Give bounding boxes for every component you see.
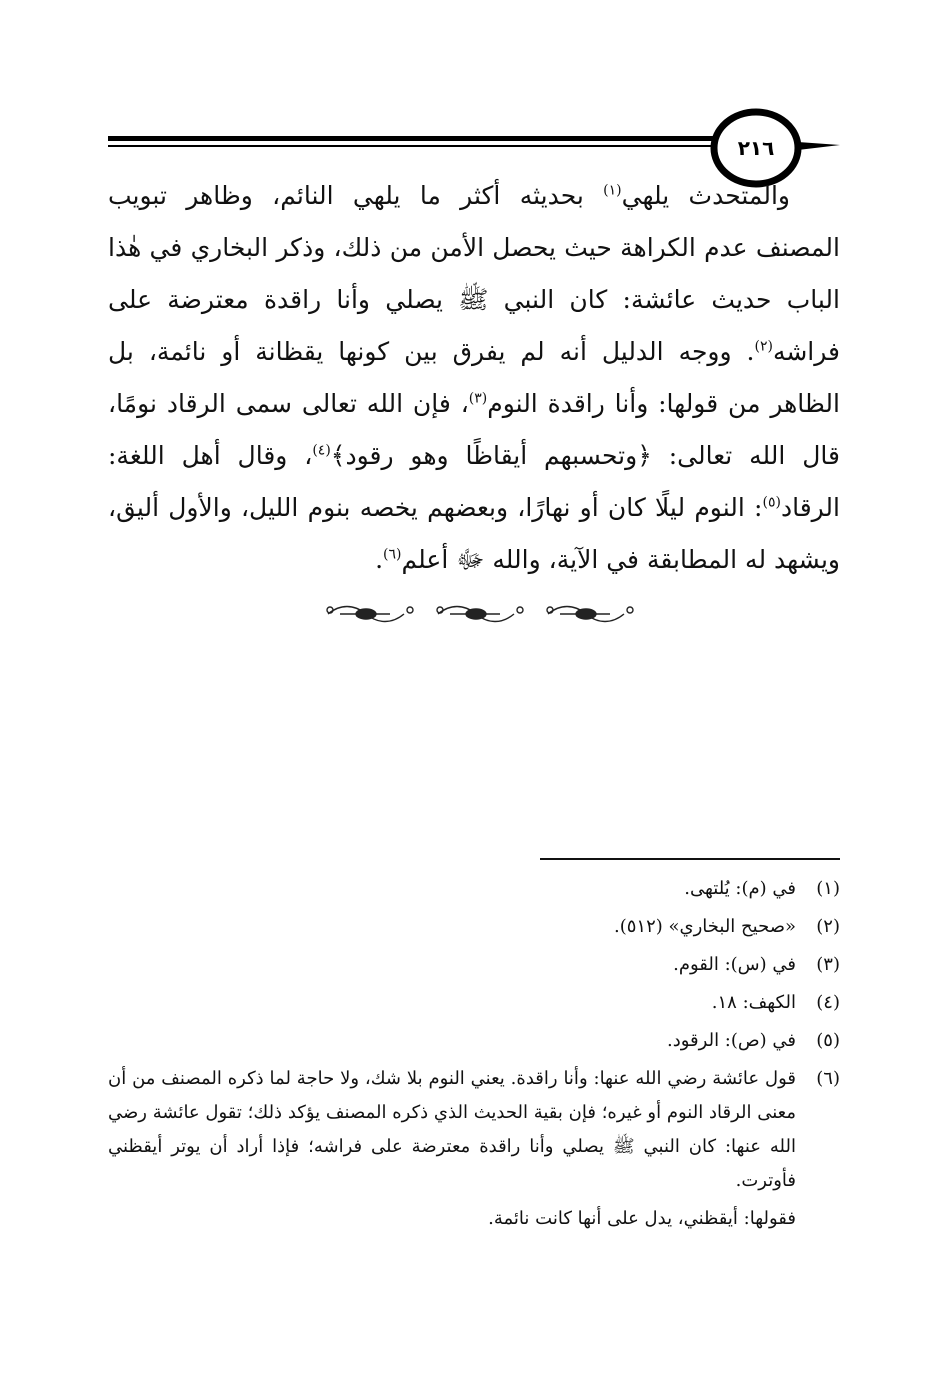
page-number: ٢١٦ [737,136,775,160]
footnotes-list [108,872,840,1240]
footnote-ref[interactable]: (٢) [754,338,773,355]
footnote-ref[interactable]: (٥) [762,494,781,511]
text-run: . ووجه الدليل أنه لم يفرق بين كونها يقظانة أو نائمة، بل الظاهر من قولها: وأنا راقدة النوم [108,337,840,418]
ornament-motif [547,607,633,622]
footnote-continuation: فقولها: أيقظني، يدل على أنها كانت نائمة. [488,1208,796,1229]
footnote-number: (١) [816,878,840,899]
footnote-number: (٤) [816,992,840,1013]
ornament-motif [327,607,413,622]
footnote-text: قول عائشة رضي الله عنها: وأنا راقدة. يعني النوم بلا شك، ولا حاجة لما ذكره المصنف من أن معنى الرقاد النوم أو غيره؛ فإن بقية الحديث الذي ذكره المصنف يؤكد ذلك؛ تقول عائشة رضي الله عنها: كان النبي ﷺ يصلي وأنا راقدة معترضة على فراشه؛ فإذا أراد أن يوتر أيقظني فأوترت. [108,1068,796,1191]
floral-divider-ornament-icon [320,600,640,628]
footnote-number: (٦) [816,1068,840,1089]
footnote-number: (٥) [816,1030,840,1051]
footnote-item [108,872,840,906]
footnote-item [108,1024,840,1058]
footnote-text: «صحيح البخاري» (٥١٢). [613,916,796,937]
text-run: . [375,545,384,574]
footnote-item [108,986,840,1020]
footnote-ref[interactable]: (٦) [383,546,402,563]
footnote-separator [540,858,840,860]
main-text [108,170,840,586]
footnote-item [108,1062,840,1198]
text-run: ، فإن الله تعالى سمى الرقاد نومًا، قال الله تعالى: ﴿وتحسبهم أيقاظًا وهو رقود﴾ [108,389,840,470]
footnote-number: (٣) [816,954,840,975]
text-run: والمتحدث يلهي [621,181,790,210]
footnote-text: في (س): القوم. [673,954,796,975]
footnote-text: في (ص): الرقود. [667,1030,796,1051]
footnote-item [108,910,840,944]
footnote-number: (٢) [816,916,840,937]
footnote-text: الكهف: ١٨. [711,992,796,1013]
footnote-ref[interactable]: (٣) [468,390,488,407]
footnote-ref[interactable]: (٤) [312,442,331,459]
footnote-text: في (م): يُلتهى. [684,878,796,899]
text-run: ، وقال أهل اللغة: الرقاد [108,441,840,522]
text-run: بحديثه أكثر ما يلهي النائم، وظاهر تبويب المصنف عدم الكراهة حيث يحصل الأمن من ذلك، وذكر البخاري في هٰذا الباب حديث عائشة: كان النبي ﷺ يصلي وأنا راقدة معترضة على فراشه [108,181,841,366]
footnote-ref[interactable]: (١) [603,182,622,199]
ornament-motif [437,607,523,622]
text-run: : النوم ليلًا كان أو نهارًا، وبعضهم يخصه بنوم الليل، والأول أليق، ويشهد له المطابقة في الآية، والله ﷻ أعلم [108,493,840,574]
footnote-continuation-item [108,1202,840,1236]
footnote-item [108,948,840,982]
main-paragraph [108,170,840,586]
